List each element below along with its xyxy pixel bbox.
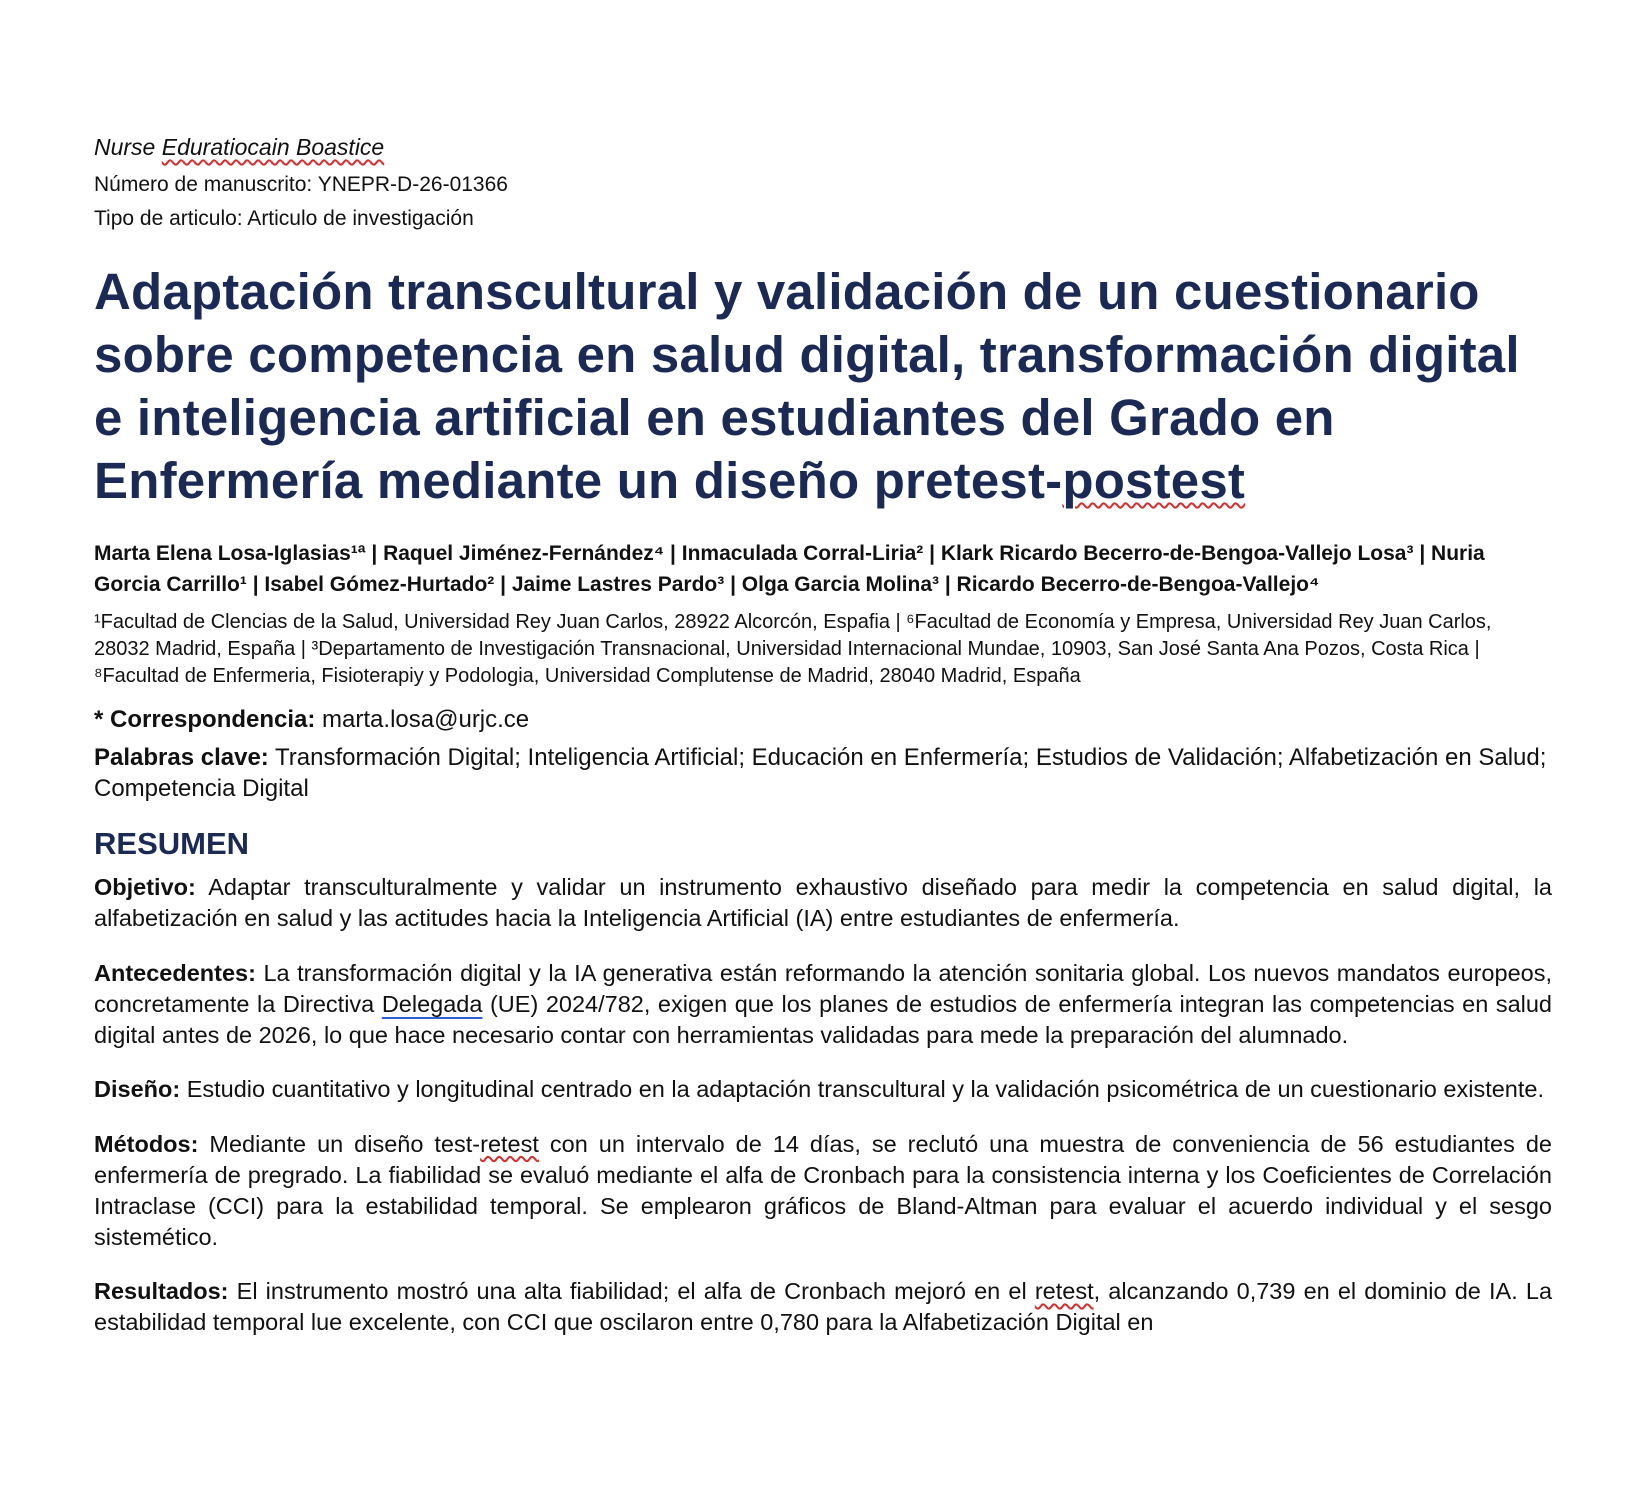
abstract-resultados: Resultados: El instrumento mostró una alta fiabilidad; el alfa de Cronbach mejoró en el retest, alcanzando 0,739 en el dominio de IA. La estabilidad temporal lue excelente, con CCI que oscilaron entre 0,780 para la Alfabetización Digital en — [94, 1278, 1553, 1335]
paper-title: Adaptación transcultural y validación de un cuestionario sobre competencia en salud digital, transformación digital e inteligencia artificial en estudiantes del Grado en Enfermería mediante un diseño pretest-postest — [94, 263, 1520, 509]
abstract-objetivo: Objetivo: Adaptar transculturalmente y validar un instrumento exhaustivo diseñado para medir la competencia en salud digital, la alfabetización en salud y las actitudes hacia la Inteligencia Artificial (IA) entre estudiantes de enfermería. — [94, 874, 1552, 931]
section-heading-resumen: RESUMEN — [94, 826, 250, 861]
grammar-flagged-word: Delegada — [381, 990, 483, 1017]
manuscript-number: Número de manuscrito: YNEPR-D-26-01366 — [94, 173, 508, 196]
abstract-antecedentes: Antecedentes: La transformación digital y la IA generativa están reformando la atención sonitaria global. Los nuevos mandatos europeos, concretamente la Directiva Delegada (UE) 2024/782, exigen que los planes de estudios de enfermería integran las competencias en salud digital antes de 2026, lo que hace necesario contar con herramientas validadas para mede la preparación del alumnado. — [94, 959, 1553, 1048]
affiliations: ¹Facultad de Clencias de la Salud, Universidad Rey Juan Carlos, 28922 Alcorcón, Espafia | ⁶Facultad de Economía y Empresa, Universidad Rey Juan Carlos, 28032 Madrid, España | ³Departamento de Investigación Transnacional, Universidad Internacional Mundae, 10903, San José Santa Ana Pozos, Costa Rica | ⁸Facultad de Enfermeria, Fisioterapiy y Podologia, Universidad Complutense de Madrid, 28040 Madrid, España — [94, 611, 1492, 687]
title-misspelled-word: postest — [1062, 452, 1246, 509]
spell-flagged-word: retest — [480, 1130, 539, 1157]
keywords — [94, 742, 1552, 804]
keywords-text: Transformación Digital; Inteligencia Artificial; Educación en Enfermería; Estudios de Validación; Alfabetización en Salud; Competencia Digital — [94, 744, 1547, 802]
journal-name-misspelled: Eduratiocain Boastice — [161, 134, 385, 160]
keywords-label: Palabras clave: — [94, 744, 269, 771]
correspondence-email: marta.losa@urjc.ce — [315, 706, 530, 733]
author-list: Marta Elena Losa-Iglasias¹ª | Raquel Jiménez-Fernández⁴ | Inmaculada Corral-Liria² | Klark Ricardo Becerro-de-Bengoa-Vallejo Losa³ | Nuria Gorcia Carrillo¹ | Isabel Gómez-Hurtado² | Jaime Lastres Pardo³ | Olga Garcia Molina³ | Ricardo Becerro-de-Bengoa-Vallejo⁴ — [94, 542, 1485, 596]
abstract-metodos: Métodos: Mediante un diseño test-retest con un intervalo de 14 días, se reclutó una muestra de conveniencia de 56 estudiantes de enfermería de pregrado. La fiabilidad se evaluó mediante el alfa de Cronbach para la consistencia interna y los Coeficientes de Correlación Intraclase (CCI) para la estabilidad temporal. Se emplearon gráficos de Bland-Altman para evaluar el acuerdo individual y el sesgo sistemético. — [94, 1130, 1552, 1250]
abstract-body — [94, 872, 1552, 1338]
correspondence — [94, 704, 1552, 736]
article-type: Tipo de articulo: Articulo de investigación — [94, 207, 474, 230]
journal-name: Nurse Eduratiocain Boastice — [94, 134, 385, 160]
document-content — [94, 132, 1552, 1362]
abstract-diseno: Diseño: Estudio cuantitativo y longitudinal centrado en la adaptación transcultural y la validación psicométrica de un cuestionario existente. — [94, 1076, 1544, 1102]
spell-flagged-word: retest — [1034, 1278, 1094, 1304]
correspondence-label: * Correspondencia: — [94, 706, 316, 733]
